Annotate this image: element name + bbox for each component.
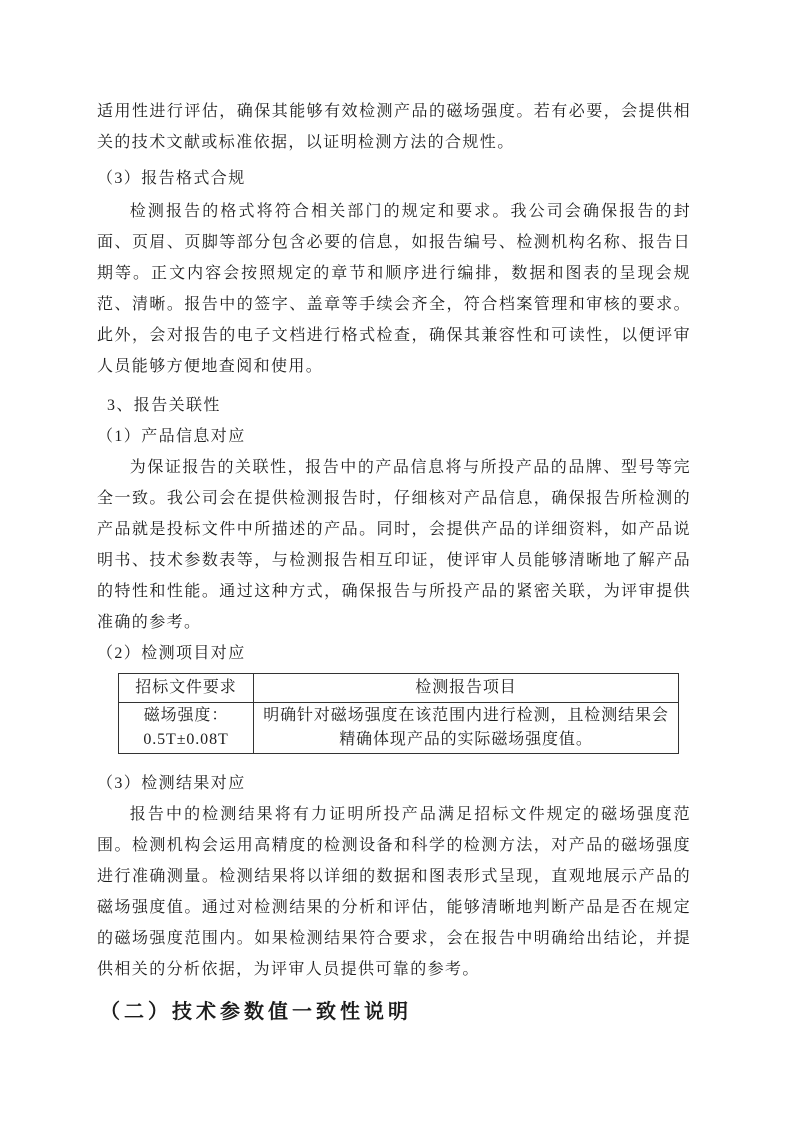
paragraph-continuation: 适用性进行评估，确保其能够有效检测产品的磁场强度。若有必要，会提供相关的技术文献或标准依据，以证明检测方法的合规性。 xyxy=(97,103,691,151)
requirement-value: 0.5T±0.08T xyxy=(143,731,229,748)
paragraph-product-info: 为保证报告的关联性，报告中的产品信息将与所投产品的品牌、型号等完全一致。我公司会在提供检测报告时，仔细核对产品信息，确保报告所检测的产品就是投标文件中所描述的产品。同时，会提供产品的详细资料，如产品说明书、技术参数表等，与检测报告相互印证，使评审人员能够清晰地了解产品的特性和性能。通过这种方式，确保报告与所投产品的紧密关联，为评审提供准确的参考。 xyxy=(97,459,691,631)
table-header-report-item: 检测报告项目 xyxy=(254,674,679,703)
table-row xyxy=(119,703,679,754)
subheading-product-info: （1）产品信息对应 xyxy=(97,428,246,445)
paragraph-report-format: 检测报告的格式将符合相关部门的规定和要求。我公司会确保报告的封面、页眉、页脚等部分包含必要的信息，如报告编号、检测机构名称、报告日期等。正文内容会按照规定的章节和顺序进行编排，数据和图表的呈现会规范、清晰。报告中的签字、盖章等手续会齐全，符合档案管理和审核的要求。此外，会对报告的电子文档进行格式检查，确保其兼容性和可读性，以便评审人员能够方便地查阅和使用。 xyxy=(97,203,691,375)
subheading-test-results: （3）检测结果对应 xyxy=(97,775,246,792)
test-items-table xyxy=(118,673,679,754)
subheading-test-items: （2）检测项目对应 xyxy=(97,645,246,662)
heading-report-relevance: 3、报告关联性 xyxy=(107,397,221,414)
requirement-title: 磁场强度： xyxy=(143,707,229,724)
table-cell-report-item: 明确针对磁场强度在该范围内进行检测，且检测结果会精确体现产品的实际磁场强度值。 xyxy=(254,703,679,754)
section-heading-tech-params: （二）技术参数值一致性说明 xyxy=(100,1001,412,1023)
document-content xyxy=(97,96,691,1029)
paragraph-test-results: 报告中的检测结果将有力证明所投产品满足招标文件规定的磁场强度范围。检测机构会运用高精度的检测设备和科学的检测方法，对产品的磁场强度进行准确测量。检测结果将以详细的数据和图表形式呈现，直观地展示产品的磁场强度值。通过对检测结果的分析和评估，能够清晰地判断产品是否在规定的磁场强度范围内。如果检测结果符合要求，会在报告中明确给出结论，并提供相关的分析依据，为评审人员提供可靠的参考。 xyxy=(97,806,691,978)
table-header-requirement: 招标文件要求 xyxy=(119,674,254,703)
table-header-row xyxy=(119,674,679,703)
subheading-report-format: （3）报告格式合规 xyxy=(97,170,246,187)
table-cell-requirement xyxy=(119,703,254,754)
